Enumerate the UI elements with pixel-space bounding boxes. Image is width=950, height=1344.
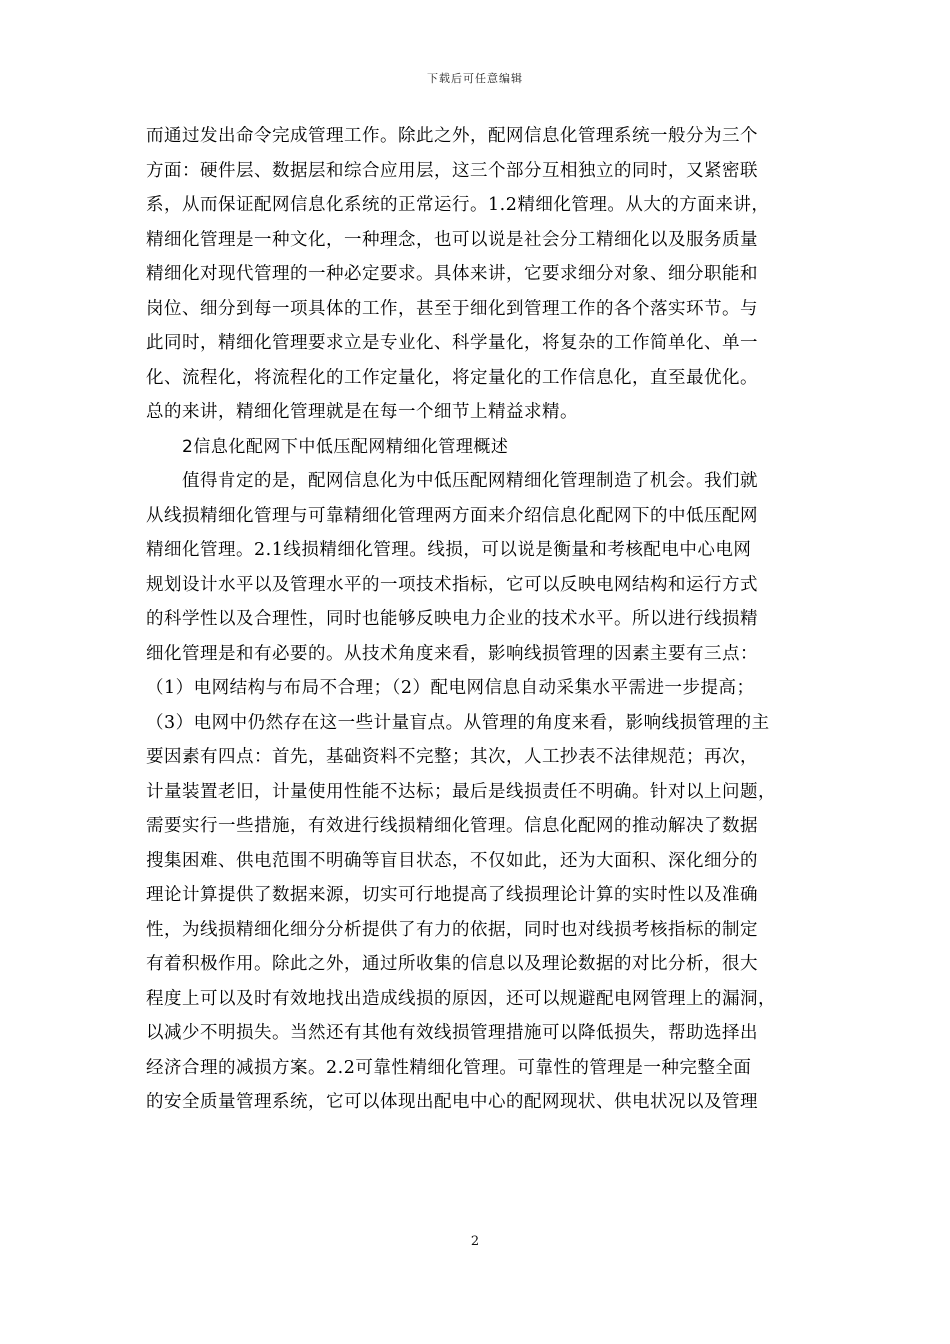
- text-line: 精细化管理是一种文化，一种理念，也可以说是社会分工精细化以及服务质量: [146, 229, 758, 250]
- text-line: 的安全质量管理系统，它可以体现出配电中心的配网现状、供电状况以及管理: [146, 1092, 758, 1112]
- text-line: 的科学性以及合理性，同时也能够反映电力企业的技术水平。所以进行线损精: [146, 609, 758, 629]
- text-line: 总的来讲，精细化管理就是在每一个细节上精益求精。: [146, 402, 578, 422]
- text-line: 以减少不明损失。当然还有其他有效线损管理措施可以降低损失，帮助选择出: [146, 1023, 758, 1043]
- text-line: 值得肯定的是，配网信息化为中低压配网精细化管理制造了机会。我们就: [182, 471, 758, 491]
- text-line: 规划设计水平以及管理水平的一项技术指标，它可以反映电网结构和运行方式: [146, 574, 758, 595]
- text-line: （1）电网结构与布局不合理；（2）配电网信息自动采集水平需进一步提高；: [146, 678, 755, 698]
- body-text: [146, 119, 812, 1120]
- text-line: 程度上可以及时有效地找出造成线损的原因，还可以规避配电网管理上的漏洞，: [146, 988, 776, 1009]
- text-line: 化、流程化，将流程化的工作定量化，将定量化的工作信息化，直至最优化。: [146, 367, 758, 388]
- text-line: 性，为线损精细化细分分析提供了有力的依据，同时也对线损考核指标的制定: [146, 919, 758, 940]
- page-number: 2: [470, 1234, 480, 1249]
- text-line: 细化管理是和有必要的。从技术角度来看，影响线损管理的因素主要有三点：: [146, 643, 758, 664]
- text-line: 有着积极作用。除此之外，通过所收集的信息以及理论数据的对比分析，很大: [146, 954, 758, 974]
- text-line: 而通过发出命令完成管理工作。除此之外，配网信息化管理系统一般分为三个: [146, 126, 758, 146]
- text-line: 计量装置老旧，计量使用性能不达标；最后是线损责任不明确。针对以上问题，: [146, 781, 776, 802]
- text-line: 精细化对现代管理的一种必定要求。具体来讲，它要求细分对象、细分职能和: [146, 264, 758, 284]
- section-heading: 2信息化配网下中低压配网精细化管理概述: [182, 436, 509, 457]
- page-header: 下载后可任意编辑: [427, 72, 523, 85]
- text-line: 方面：硬件层、数据层和综合应用层，这三个部分互相独立的同时，又紧密联: [146, 160, 758, 181]
- text-line: 经济合理的减损方案。2.2可靠性精细化管理。可靠性的管理是一种完整全面: [146, 1057, 752, 1078]
- text-line: 理论计算提供了数据来源，切实可行地提高了线损理论计算的实时性以及准确: [146, 885, 758, 905]
- text-line: 此同时，精细化管理要求立是专业化、科学量化，将复杂的工作简单化、单一: [146, 333, 758, 353]
- text-line: 需要实行一些措施，有效进行线损精细化管理。信息化配网的推动解决了数据: [146, 816, 758, 836]
- text-line: 岗位、细分到每一项具体的工作，甚至于细化到管理工作的各个落实环节。与: [146, 298, 758, 319]
- text-line: 精细化管理。2.1线损精细化管理。线损，可以说是衡量和考核配电中心电网: [146, 540, 752, 560]
- text-line: 从线损精细化管理与可靠精细化管理两方面来介绍信息化配网下的中低压配网: [146, 505, 758, 526]
- text-line: 系，从而保证配网信息化系统的正常运行。1.2精细化管理。从大的方面来讲，: [146, 195, 770, 215]
- text-line: 搜集困难、供电范围不明确等盲目状态，不仅如此，还为大面积、深化细分的: [146, 850, 758, 871]
- text-line: （3）电网中仍然存在这一些计量盲点。从管理的角度来看，影响线损管理的主: [146, 712, 770, 733]
- text-line: 要因素有四点：首先，基础资料不完整；其次，人工抄表不法律规范；再次，: [146, 747, 758, 767]
